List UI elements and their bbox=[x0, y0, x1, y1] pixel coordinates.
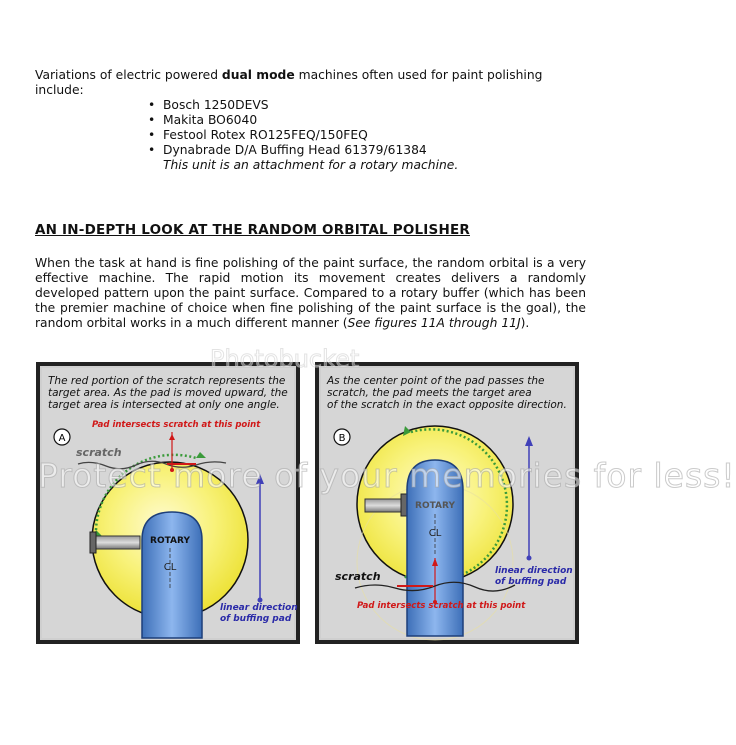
direction-label: linear direction bbox=[220, 603, 298, 613]
figure-caption: target area is intersected at only one angle. bbox=[48, 399, 280, 411]
tool-handle bbox=[365, 499, 405, 512]
list-item: • Bosch 1250DEVS bbox=[148, 98, 427, 113]
direction-label: of buffing pad bbox=[220, 614, 292, 624]
scratch-label: scratch bbox=[335, 570, 381, 583]
list-item: • Dynabrade D/A Buffing Head 61379/61384 bbox=[148, 143, 427, 158]
direction-label: of buffing pad bbox=[495, 577, 567, 587]
intro-bold: dual mode bbox=[221, 68, 295, 82]
section-heading: AN IN-DEPTH LOOK AT THE RANDOM ORBITAL POLISHER bbox=[35, 222, 470, 238]
centerline-label: CL bbox=[428, 528, 442, 539]
intersect-label: Pad intersects scratch at this point bbox=[92, 420, 261, 430]
list-item: • Festool Rotex RO125FEQ/150FEQ bbox=[148, 128, 427, 143]
intro-paragraph: Variations of electric powered dual mode machines often used for paint polishing include: bbox=[35, 68, 543, 97]
figure-caption: The red portion of the scratch represents the bbox=[48, 375, 286, 387]
watermark-brand: Photobucket bbox=[210, 345, 360, 373]
rotary-tool bbox=[142, 512, 202, 638]
tool-label: ROTARY bbox=[150, 536, 190, 546]
machine-list bbox=[148, 98, 427, 158]
badge-label: B bbox=[338, 433, 346, 444]
direction-label: linear direction bbox=[495, 566, 573, 576]
badge-label: A bbox=[58, 433, 66, 444]
watermark-text: Protect more of your memories for less! bbox=[38, 456, 736, 495]
scratch-label: scratch bbox=[76, 446, 122, 459]
figure-a bbox=[36, 362, 300, 644]
figure-caption: target area. As the pad is moved upward, the bbox=[48, 387, 288, 399]
tool-label: ROTARY bbox=[415, 501, 455, 511]
figure-b bbox=[315, 362, 579, 644]
body-paragraph: When the task at hand is fine polishing of the paint surface, the random orbital is a very effective machine. The rapid motion its movement creates delivers a randomly developed pattern upon the paint surface. Compared to a rotary buffer (which has been the premier machine of choice when fine polishing of the paint surface is the goal), the random orbital works in a much different manner (See figures 11A through 11J). bbox=[35, 256, 586, 330]
centerline-label: CL bbox=[163, 562, 177, 573]
figure-caption: of the scratch in the exact opposite direction. bbox=[327, 399, 567, 411]
tool-handle bbox=[94, 536, 140, 549]
intersect-label: Pad intersects scratch at this point bbox=[357, 601, 526, 611]
bullet-note: This unit is an attachment for a rotary machine. bbox=[163, 158, 459, 172]
list-item: • Makita BO6040 bbox=[148, 113, 427, 128]
figure-caption: As the center point of the pad passes the bbox=[327, 375, 545, 387]
figure-caption: scratch, the pad meets the target area bbox=[327, 387, 532, 399]
